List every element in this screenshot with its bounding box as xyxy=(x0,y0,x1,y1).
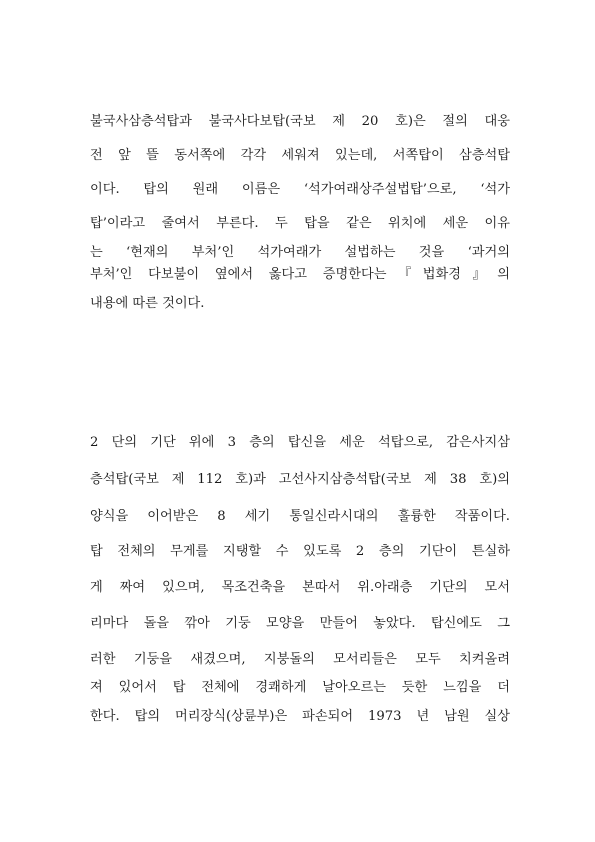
paragraph-line: 전 앞 뜰 동서쪽에 각각 세워져 있는데, 서쪽탑이 삼층석탑 xyxy=(90,148,510,163)
paragraph-line: 탑’이라고 줄여서 부른다. 두 탑을 같은 위치에 세운 이유 xyxy=(90,216,510,231)
paragraph-line: 부처’인 다보불이 옆에서 옳다고 증명한다는『법화경』의 xyxy=(90,267,510,282)
paragraph-line: 층석탑(국보 제 112 호)과 고선사지삼층석탑(국보 제 38 호)의 xyxy=(90,472,510,487)
paragraph-line: 리마다 돌을 깎아 기둥 모양을 만들어 놓았다. 탑신에도 그 xyxy=(90,616,510,631)
paragraph-line: 져 있어서 탑 전체에 경쾌하게 날아오르는 듯한 느낌을 더 xyxy=(90,680,510,695)
paragraph-line: 한다. 탑의 머리장식(상륜부)은 파손되어 1973 년 남원 실상 xyxy=(90,709,510,724)
paragraph-line: 불국사삼층석탑과 불국사다보탑(국보 제 20 호)은 절의 대웅 xyxy=(90,114,510,129)
paragraph-line: 는 ‘현재의 부처’인 석가여래가 설법하는 것을 ‘과거의 xyxy=(90,245,510,260)
paragraph-line: 게 짜여 있으며, 목조건축을 본따서 위.아래층 기단의 모서 xyxy=(90,580,510,595)
paragraph-line: 2 단의 기단 위에 3 층의 탑신을 세운 석탑으로, 감은사지삼 xyxy=(90,435,510,450)
paragraph-line: 탑 전체의 무게를 지탱할 수 있도록 2 층의 기단이 튼실하 xyxy=(90,544,510,559)
paragraph-line: 이다. 탑의 원래 이름은 ‘석가여래상주설법탑’으로, ‘석가 xyxy=(90,182,510,197)
paragraph-line: 내용에 따른 것이다. xyxy=(90,296,205,311)
paragraph-line: 러한 기둥을 새겼으며, 지붕돌의 모서리들은 모두 치켜올려 xyxy=(90,652,510,667)
paragraph-line: 양식을 이어받은 8 세기 통일신라시대의 훌륭한 작품이다. xyxy=(90,509,510,524)
